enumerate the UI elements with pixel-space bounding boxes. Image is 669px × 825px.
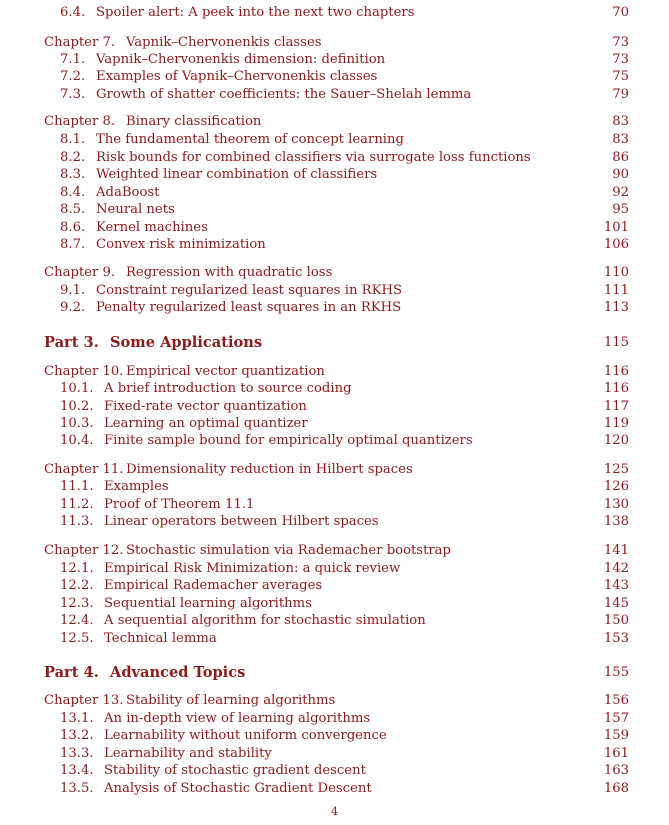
toc-entry-number: Part 3. <box>44 334 99 351</box>
toc-entry-number: 8.6. <box>60 220 86 235</box>
toc-section-entry[interactable] <box>0 630 669 648</box>
toc-section-entry[interactable] <box>0 595 669 613</box>
toc-entry-page: 125 <box>603 462 629 477</box>
toc-entry-number: 8.7. <box>60 237 86 252</box>
toc-chapter-entry[interactable] <box>0 264 669 282</box>
toc-section-entry[interactable] <box>0 184 669 202</box>
toc-entry-title: Examples <box>104 479 169 494</box>
toc-entry-number: 12.5. <box>60 631 94 646</box>
toc-entry-number: 11.2. <box>60 497 94 512</box>
toc-entry-title: Analysis of Stochastic Gradient Descent <box>104 781 372 796</box>
toc-entry-title: Spoiler alert: A peek into the next two chapters <box>96 5 415 20</box>
toc-entry-title: Examples of Vapnik–Chervonenkis classes <box>96 69 378 84</box>
toc-entry-title: Vapnik–Chervonenkis classes <box>126 35 322 50</box>
toc-entry-number: 12.4. <box>60 613 94 628</box>
toc-section-entry[interactable] <box>0 398 669 416</box>
toc-entry-page: 163 <box>603 763 629 778</box>
toc-entry-title: Penalty regularized least squares in an RKHS <box>96 300 402 315</box>
toc-entry-title: Stochastic simulation via Rademacher bootstrap <box>126 543 451 558</box>
toc-section-entry[interactable] <box>0 496 669 514</box>
toc-entry-title: Linear operators between Hilbert spaces <box>104 514 379 529</box>
toc-entry-number: 7.2. <box>60 69 86 84</box>
toc-entry-page: 157 <box>603 711 629 726</box>
toc-entry-number: 10.4. <box>60 433 94 448</box>
toc-entry-number: 8.1. <box>60 132 86 147</box>
toc-entry-title: Advanced Topics <box>110 664 246 681</box>
toc-entry-number: Chapter 12. <box>44 543 124 558</box>
toc-entry-page: 116 <box>603 381 629 396</box>
toc-entry-page: 111 <box>603 283 629 298</box>
toc-entry-title: Empirical Risk Minimization: a quick review <box>104 561 401 576</box>
toc-entry-page: 115 <box>603 335 629 350</box>
toc-entry-page: 70 <box>612 5 629 20</box>
toc-section-entry[interactable] <box>0 612 669 630</box>
toc-entry-number: 9.1. <box>60 283 86 298</box>
toc-entry-page: 120 <box>603 433 629 448</box>
toc-entry-number: 7.1. <box>60 52 86 67</box>
toc-entry-page: 168 <box>603 781 629 796</box>
toc-section-entry[interactable] <box>0 710 669 728</box>
toc-entry-title: Learnability without uniform convergence <box>104 728 387 743</box>
toc-entry-number: 8.5. <box>60 202 86 217</box>
toc-section-entry[interactable] <box>0 577 669 595</box>
toc-entry-title: Finite sample bound for empirically optimal quantizers <box>104 433 473 448</box>
toc-section-entry[interactable] <box>0 780 669 798</box>
toc-entry-number: Chapter 13. <box>44 693 124 708</box>
toc-entry-number: 8.3. <box>60 167 86 182</box>
toc-section-entry[interactable] <box>0 727 669 745</box>
toc-entry-number: Part 4. <box>44 664 99 681</box>
toc-entry-title: Dimensionality reduction in Hilbert spaces <box>126 462 413 477</box>
toc-entry-title: Some Applications <box>110 334 263 351</box>
toc-entry-title: A brief introduction to source coding <box>104 381 352 396</box>
toc-section-entry[interactable] <box>0 131 669 149</box>
toc-section-entry[interactable] <box>0 415 669 433</box>
toc-entry-title: Stability of learning algorithms <box>126 693 336 708</box>
toc-entry-title: Neural nets <box>96 202 175 217</box>
toc-entry-page: 73 <box>612 35 629 50</box>
toc-entry-title: Stability of stochastic gradient descent <box>104 763 366 778</box>
toc-section-entry[interactable] <box>0 219 669 237</box>
toc-entry-title: Learning an optimal quantizer <box>104 416 308 431</box>
toc-entry-page: 101 <box>603 220 629 235</box>
toc-entry-page: 86 <box>612 150 629 165</box>
toc-entry-number: 6.4. <box>60 5 86 20</box>
toc-entry-number: 13.3. <box>60 746 94 761</box>
toc-part-entry[interactable] <box>0 663 669 683</box>
toc-entry-page: 113 <box>603 300 629 315</box>
toc-entry-title: Sequential learning algorithms <box>104 596 312 611</box>
toc-section-entry[interactable] <box>0 68 669 86</box>
toc-entry-title: Binary classification <box>126 114 262 129</box>
toc-entry-title: Technical lemma <box>104 631 217 646</box>
toc-entry-number: Chapter 10. <box>44 364 124 379</box>
toc-entry-page: 161 <box>603 746 629 761</box>
toc-entry-number: Chapter 9. <box>44 265 116 280</box>
toc-entry-page: 83 <box>612 114 629 129</box>
toc-chapter-entry[interactable] <box>0 461 669 479</box>
toc-section-entry[interactable] <box>0 478 669 496</box>
toc-entry-page: 156 <box>603 693 629 708</box>
toc-entry-title: AdaBoost <box>96 185 160 200</box>
toc-entry-number: 8.4. <box>60 185 86 200</box>
toc-entry-page: 83 <box>612 132 629 147</box>
toc-entry-page: 73 <box>612 52 629 67</box>
toc-entry-title: Regression with quadratic loss <box>126 265 333 280</box>
toc-entry-number: 12.2. <box>60 578 94 593</box>
toc-entry-page: 155 <box>603 665 629 680</box>
toc-entry-number: 11.3. <box>60 514 94 529</box>
toc-entry-title: Learnability and stability <box>104 746 272 761</box>
toc-entry-title: Weighted linear combination of classifiers <box>96 167 378 182</box>
toc-section-entry[interactable] <box>0 432 669 450</box>
toc-section-entry[interactable] <box>0 236 669 254</box>
toc-section-entry[interactable] <box>0 299 669 317</box>
toc-entry-title: Fixed-rate vector quantization <box>104 399 307 414</box>
toc-entry-page: 141 <box>603 543 629 558</box>
toc-entry-number: 10.2. <box>60 399 94 414</box>
toc-section-entry[interactable] <box>0 513 669 531</box>
toc-entry-page: 79 <box>612 87 629 102</box>
toc-entry-number: 13.2. <box>60 728 94 743</box>
toc-entry-title: Empirical Rademacher averages <box>104 578 323 593</box>
toc-section-entry[interactable] <box>0 560 669 578</box>
toc-entry-number: 10.3. <box>60 416 94 431</box>
toc-section-entry[interactable] <box>0 166 669 184</box>
toc-section-entry[interactable] <box>0 762 669 780</box>
toc-entry-title: Proof of Theorem 11.1 <box>104 497 255 512</box>
toc-entry-number: 12.3. <box>60 596 94 611</box>
toc-entry-title: Vapnik–Chervonenkis dimension: definition <box>96 52 386 67</box>
toc-entry-page: 119 <box>603 416 629 431</box>
toc-section-entry[interactable] <box>0 745 669 763</box>
toc-section-entry[interactable] <box>0 282 669 300</box>
toc-entry-page: 153 <box>603 631 629 646</box>
toc-entry-page: 116 <box>603 364 629 379</box>
toc-entry-number: 12.1. <box>60 561 94 576</box>
toc-entry-page: 143 <box>603 578 629 593</box>
toc-entry-number: 8.2. <box>60 150 86 165</box>
toc-entry-title: Kernel machines <box>96 220 208 235</box>
toc-entry-page: 145 <box>603 596 629 611</box>
toc-chapter-entry[interactable] <box>0 542 669 560</box>
toc-section-entry[interactable] <box>0 201 669 219</box>
toc-section-entry[interactable] <box>0 149 669 167</box>
toc-entry-title: A sequential algorithm for stochastic simulation <box>104 613 426 628</box>
toc-chapter-entry[interactable] <box>0 692 669 710</box>
toc-section-entry[interactable] <box>0 4 669 22</box>
toc-entry-number: 9.2. <box>60 300 86 315</box>
toc-section-entry[interactable] <box>0 380 669 398</box>
toc-entry-page: 75 <box>612 69 629 84</box>
toc-entry-page: 117 <box>603 399 629 414</box>
toc-entry-title: Risk bounds for combined classifiers via surrogate loss functions <box>96 150 531 165</box>
toc-entry-number: 13.4. <box>60 763 94 778</box>
toc-entry-number: 13.5. <box>60 781 94 796</box>
toc-entry-page: 95 <box>612 202 629 217</box>
toc-entry-page: 142 <box>603 561 629 576</box>
toc-part-entry[interactable] <box>0 333 669 353</box>
toc-section-entry[interactable] <box>0 86 669 104</box>
toc-chapter-entry[interactable] <box>0 34 669 52</box>
toc-entry-page: 90 <box>612 167 629 182</box>
page-number: 4 <box>331 805 338 818</box>
toc-entry-number: Chapter 8. <box>44 114 116 129</box>
toc-entry-page: 126 <box>603 479 629 494</box>
toc-entry-number: 7.3. <box>60 87 86 102</box>
toc-entry-title: Convex risk minimization <box>96 237 266 252</box>
toc-entry-number: Chapter 11. <box>44 462 124 477</box>
toc-entry-title: An in-depth view of learning algorithms <box>104 711 371 726</box>
toc-entry-page: 130 <box>603 497 629 512</box>
toc-chapter-entry[interactable] <box>0 363 669 381</box>
toc-entry-title: Empirical vector quantization <box>126 364 325 379</box>
toc-section-entry[interactable] <box>0 51 669 69</box>
toc-entry-page: 110 <box>603 265 629 280</box>
toc-entry-number: 13.1. <box>60 711 94 726</box>
toc-entry-page: 138 <box>603 514 629 529</box>
toc-entry-number: Chapter 7. <box>44 35 116 50</box>
toc-entry-number: 11.1. <box>60 479 94 494</box>
toc-entry-page: 106 <box>603 237 629 252</box>
toc-entry-title: The fundamental theorem of concept learning <box>96 132 404 147</box>
toc-entry-number: 10.1. <box>60 381 94 396</box>
toc-entry-title: Growth of shatter coefficients: the Sauer–Shelah lemma <box>96 87 472 102</box>
toc-entry-page: 159 <box>603 728 629 743</box>
toc-entry-title: Constraint regularized least squares in RKHS <box>96 283 402 298</box>
toc-entry-page: 150 <box>603 613 629 628</box>
toc-chapter-entry[interactable] <box>0 113 669 131</box>
toc-entry-page: 92 <box>612 185 629 200</box>
